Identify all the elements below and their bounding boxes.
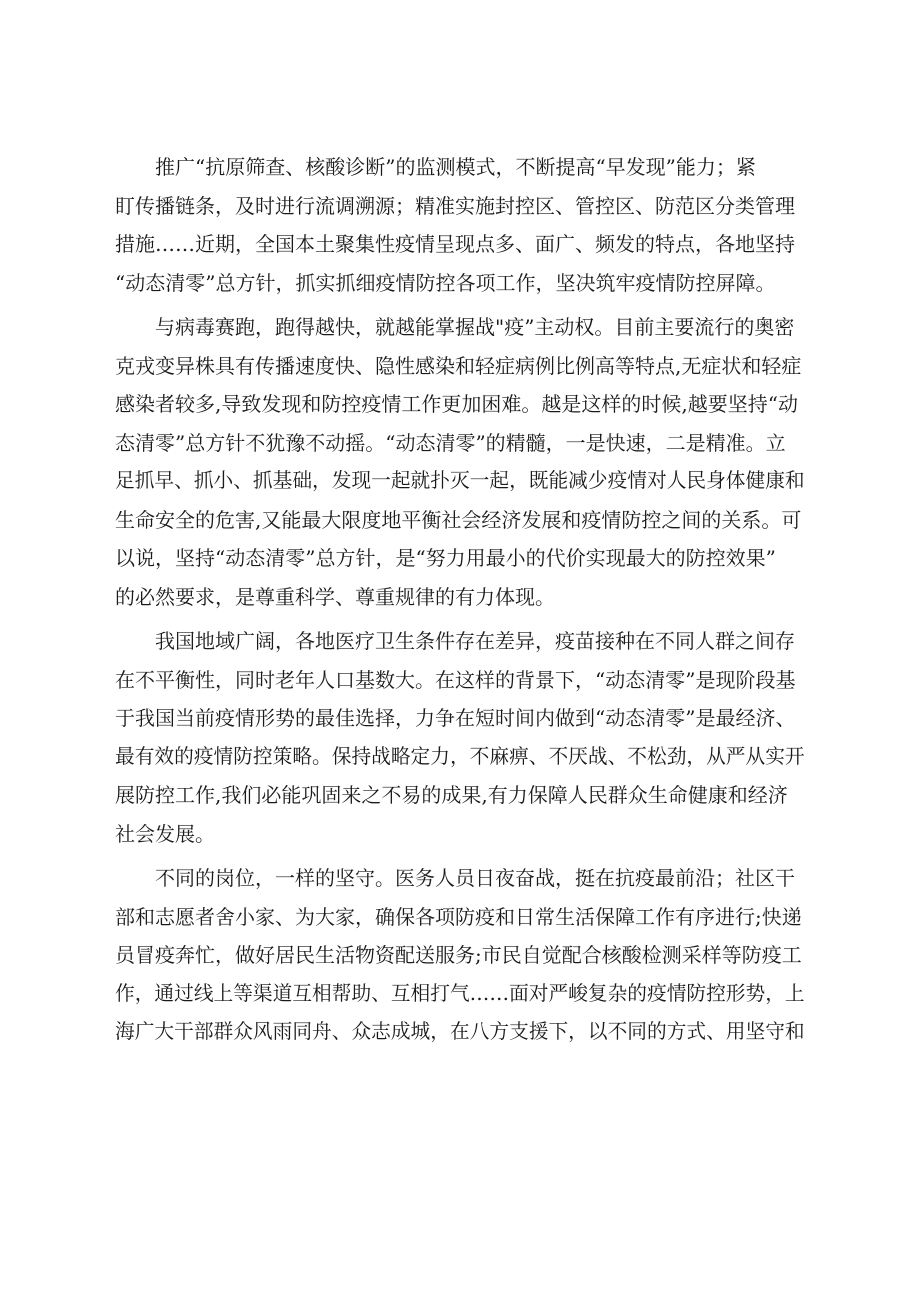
paragraph-4 <box>115 859 805 1052</box>
document-body <box>115 148 805 1052</box>
text-line: 克戎变异株具有传播速度快、隐性感染和轻症病例比例高等特点,无症状和轻症 <box>115 353 802 378</box>
paragraph-3 <box>115 622 805 853</box>
text-line: 以说，坚持“动态清零”总方针，是“努力用最小的代价实现最大的防控效果” <box>115 546 776 570</box>
text-line: 态清零”总方针不犹豫不动摇。“动态清零”的精髓，一是快速，二是精准。立 <box>115 430 786 455</box>
text-line: 不同的岗位，一样的坚守。医务人员日夜奋战，挺在抗疫最前沿；社区干 <box>155 866 795 890</box>
text-line: 最有效的疫情防控策略。保持战略定力，不麻痹、不厌战、不松劲，从严从实开 <box>115 744 805 768</box>
text-line: 展防控工作,我们必能巩固来之不易的成果,有力保障人民群众生命健康和经济 <box>115 783 788 807</box>
text-line: 足抓早、抓小、抓基础，发现一起就扑灭一起，既能减少疫情对人民身体健康和 <box>115 469 805 492</box>
text-line: 我国地域广阔，各地医疗卫生条件存在差异，疫苗接种在不同人群之间存 <box>155 629 795 653</box>
text-line: 社会发展。 <box>115 821 215 846</box>
text-line: 与病毒赛跑，跑得越快，就越能掌握战"疫”主动权。目前主要流行的奥密 <box>155 315 795 339</box>
text-line: 措施……近期，全国本土聚集性疫情呈现点多、面广、频发的特点，各地坚持 <box>115 232 795 256</box>
paragraph-1 <box>115 148 805 302</box>
text-line: 盯传播链条，及时进行流调溯源；精准实施封控区、管控区、防范区分类管理 <box>115 193 795 218</box>
text-line: 海广大干部群众风雨同舟、众志成城，在八方支援下，以不同的方式、用坚守和 <box>115 1020 805 1043</box>
text-line: 于我国当前疫情形势的最佳选择，力争在短时间内做到“动态清零”是最经济、 <box>115 706 796 730</box>
text-line: 推广“抗原筛查、核酸诊断”的监测模式，不断提高“早发现”能力；紧 <box>155 155 756 179</box>
text-line: 生命安全的危害,又能最大限度地平衡社会经济发展和疫情防控之间的关系。可 <box>115 507 802 532</box>
text-line: 员冒疫奔忙，做好居民生活物资配送服务;市民自觉配合核酸检测采样等防疫工 <box>115 943 802 967</box>
text-line: 在不平衡性，同时老年人口基数大。在这样的背景下，“动态清零”是现阶段基 <box>115 667 796 692</box>
text-line: 部和志愿者舍小家、为大家，确保各项防疫和日常生活保障工作有序进行;快递 <box>115 904 802 929</box>
text-line: “动态清零”总方针，抓实抓细疫情防控各项工作，坚决筑牢疫情防控屏障。 <box>115 270 776 295</box>
text-line: 的必然要求，是尊重科学、尊重规律的有力体现。 <box>115 584 555 609</box>
text-line: 作，通过线上等渠道互相帮助、互相打气……面对严峻复杂的疫情防控形势，上 <box>115 981 805 1005</box>
paragraph-2 <box>115 308 805 616</box>
text-line: 感染者较多,导致发现和防控疫情工作更加困难。越是这样的时候,越要坚持“动 <box>115 392 798 416</box>
